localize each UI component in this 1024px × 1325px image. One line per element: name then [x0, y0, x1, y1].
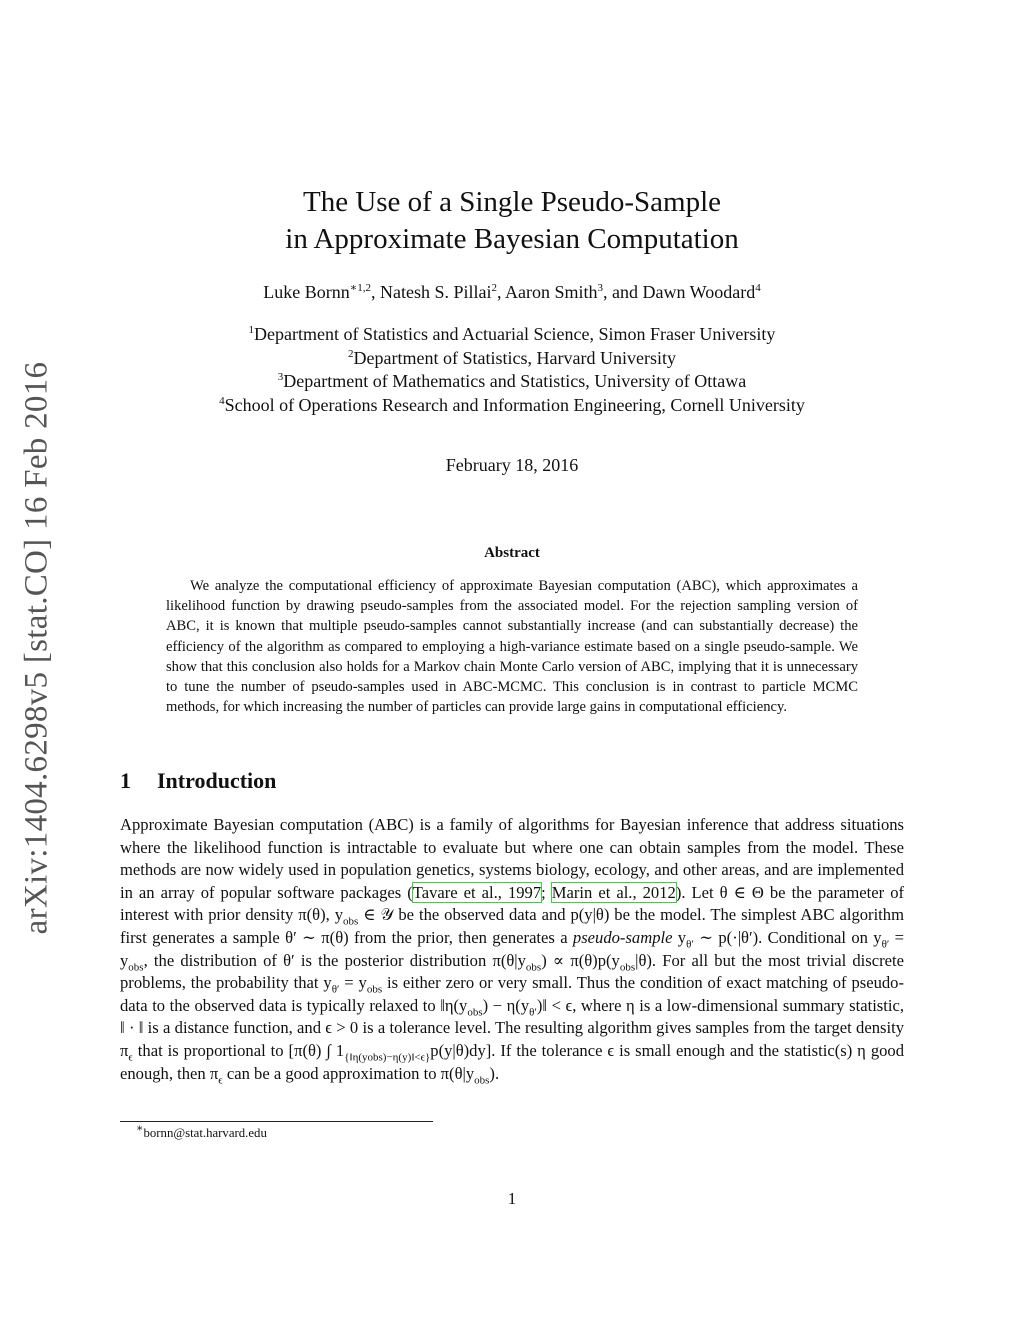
citation-tavare-sep: ,	[497, 882, 508, 902]
intro-text-11: is either zero or very small. Thus the condition of exact matching of pseudo-data to the observed data is typically relaxed to ‖η(y	[120, 973, 904, 1015]
citation-tavare[interactable]	[413, 883, 541, 902]
citation-tavare-year: 1997	[507, 882, 542, 902]
author-bornn: Luke Bornn	[263, 282, 350, 302]
affiliation-3-mark: 3	[277, 371, 284, 383]
affiliation-2	[0, 347, 1024, 371]
intro-text-17: ).	[489, 1063, 500, 1083]
section-title: Introduction	[157, 768, 277, 793]
intro-text-8: ) ∝ π(θ)p(y	[541, 950, 620, 970]
abstract-text: We analyze the computational efficiency of approximate Bayesian computation (ABC), which approximates a likelihood function by drawing pseudo-samples from the associated model. For the rejection sampling version of ABC, it is known that multiple pseudo-samples cannot substantially increase (and can substantially decrease) the efficiency of the algorithm as compared to employing a high-variance estimate based on a single pseudo-sample. We show that this conclusion also holds for a Markov chain Monte Carlo version of ABC, implying that it is unnecessary to tune the number of pseudo-samples used in ABC-MCMC. This conclusion is in contrast to particle MCMC methods, for which increasing the number of particles can provide large gains in computational efficiency.	[166, 578, 858, 716]
citation-marin-sep: ,	[632, 882, 643, 902]
title-line-2: in Approximate Bayesian Computation	[285, 223, 739, 255]
affiliation-4-mark: 4	[219, 394, 225, 407]
affiliation-1-text: Department of Statistics and Actuarial Science, Simon Fraser University	[254, 324, 776, 344]
intro-text-7: , the distribution of θ′ is the posterior distribution π(θ|y	[143, 950, 526, 970]
intro-text-2: ). Let θ ∈ Θ be the parameter of interest with prior density π(θ), y	[120, 882, 905, 925]
affiliation-2-text: Department of Statistics, Harvard University	[353, 347, 676, 368]
page-number: 1	[507, 1189, 517, 1208]
section-number: 1	[120, 768, 131, 793]
arxiv-id-text: arXiv:1404.6298v5 [stat.CO] 16 Feb 2016	[18, 361, 55, 935]
abstract-heading: Abstract	[484, 545, 540, 561]
citation-marin[interactable]	[552, 883, 676, 902]
affiliation-1-mark: 1	[248, 324, 255, 336]
sub-eps-1: ϵ	[128, 1051, 133, 1064]
footnote-rule	[120, 1121, 433, 1122]
sub-theta-prime-4: θ′	[529, 1006, 537, 1019]
sub-theta-prime-3: θ′	[331, 983, 340, 996]
affiliation-1	[0, 323, 1024, 347]
sub-obs-1: obs	[343, 915, 359, 928]
author-smith: , Aaron Smith	[497, 282, 598, 302]
affiliation-4-text: School of Operations Research and Information Engineering, Cornell University	[224, 394, 805, 415]
affiliation-3	[0, 370, 1024, 394]
author-pillai: , Natesh S. Pillai	[371, 282, 492, 302]
sub-obs-4: obs	[619, 960, 636, 973]
citation-tavare-authors: Tavare et al.	[412, 882, 498, 902]
affiliation-list	[0, 323, 1024, 417]
footnote-mark: ∗	[136, 1122, 144, 1135]
affiliation-2-mark: 2	[348, 347, 354, 360]
author-pillai-affil: 2	[491, 282, 497, 294]
paper-title	[0, 184, 1024, 258]
author-woodard: , and Dawn Woodard	[603, 282, 756, 302]
sub-obs-6: obs	[467, 1006, 483, 1019]
section-heading	[120, 768, 276, 794]
sub-theta-prime-2: θ′	[881, 938, 890, 951]
author-bornn-affil: ∗1,2	[349, 282, 371, 294]
intro-text-1: Approximate Bayesian computation (ABC) is a family of algorithms for Bayesian inference that address situations where the likelihood function is intractable to evaluate but where one can obtain samples from the model. These methods are now widely used in population genetics, systems biology, ecology, and other areas, and are implemented in an array of popular software packages (	[120, 815, 904, 902]
intro-text-5: ∼ p(·|θ′). Conditional on y	[693, 927, 882, 947]
intro-text-10: = y	[339, 973, 367, 993]
citation-marin-authors: Marin et al.	[551, 882, 633, 902]
title-line-1: The Use of a Single Pseudo-Sample	[302, 186, 721, 218]
author-list	[0, 282, 1024, 303]
term-pseudo-sample: pseudo-sample	[572, 927, 673, 947]
intro-text-3: ∈ 𝒴 be the observed data and p(y|θ) be the model. The simplest ABC algorithm first generates a sample θ′ ∼ π(θ) from the prior, then generates a	[120, 905, 904, 947]
affiliation-3-text: Department of Mathematics and Statistics, University of Ottawa	[283, 371, 747, 391]
sub-obs-3: obs	[525, 960, 542, 973]
intro-text-6: = y	[120, 927, 904, 970]
footnote-email: bornn@stat.harvard.edu	[143, 1126, 267, 1140]
paper-date: February 18, 2016	[445, 455, 579, 475]
author-woodard-affil: 4	[755, 282, 761, 294]
intro-text-15: p(y|θ)dy]. If the tolerance ϵ is small enough and the statistic(s) η good enough, then π	[120, 1040, 905, 1083]
footnote	[136, 1122, 267, 1141]
citation-marin-year: 2012	[642, 882, 676, 902]
sub-obs-7: obs	[474, 1073, 490, 1086]
intro-text-4: y	[672, 927, 687, 947]
intro-text-13: )‖ < ϵ, where η is a low-dimensional summary statistic, ‖ · ‖ is a distance function, and ϵ > 0 is a tolerance level. The resulting algorithm gives samples from the target density π	[120, 995, 904, 1060]
intro-paragraph	[120, 814, 904, 1085]
sub-obs-2: obs	[128, 960, 144, 973]
author-smith-affil: 3	[597, 282, 604, 294]
sub-eps-2: ϵ	[218, 1073, 223, 1086]
intro-text-12: ) − η(y	[482, 995, 530, 1015]
sub-theta-prime-1: θ′	[686, 938, 694, 951]
intro-text-16: can be a good approximation to π(θ|y	[222, 1063, 475, 1083]
sub-obs-5: obs	[366, 983, 383, 996]
intro-text-9: |θ). For all but the most trivial discrete problems, the probability that y	[120, 950, 904, 993]
citation-separator: ;	[541, 882, 552, 902]
sub-indicator: {‖η(yobs)−η(y)‖<ϵ}	[344, 1051, 431, 1064]
intro-text-14: that is proportional to [π(θ) ∫ 1	[132, 1040, 345, 1060]
affiliation-4	[0, 394, 1024, 418]
